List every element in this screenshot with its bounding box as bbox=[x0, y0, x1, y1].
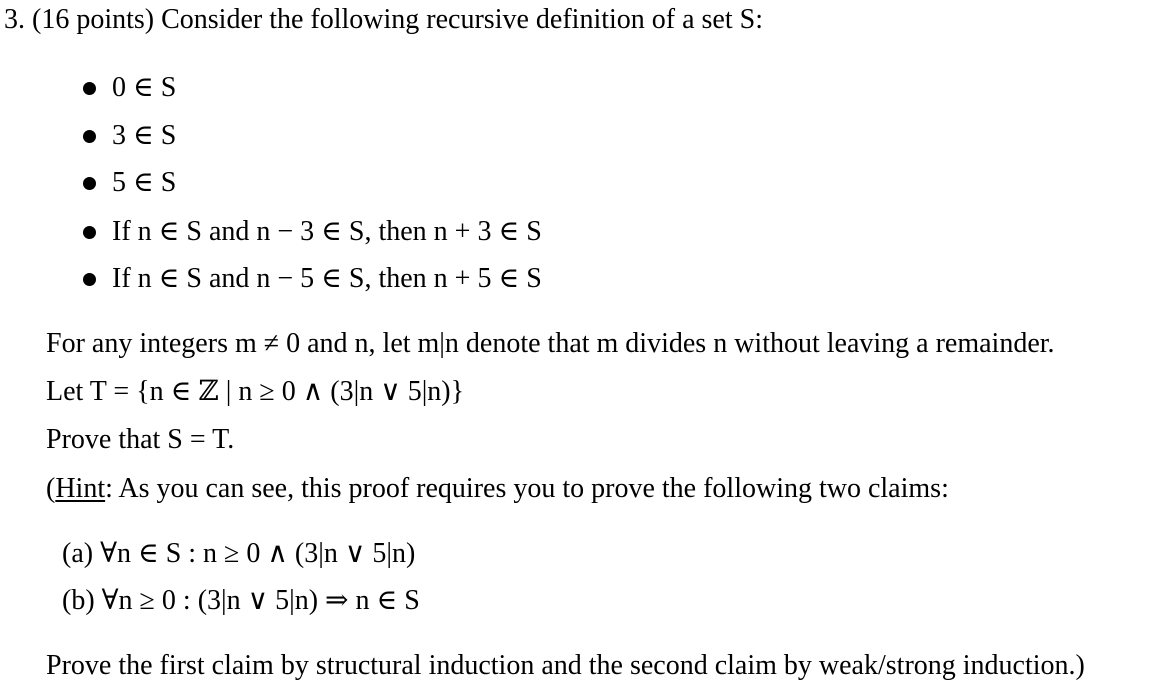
hint-open-paren: ( bbox=[46, 473, 56, 504]
closing-instruction: Prove the first claim by structural induction and the second claim by weak/strong induction.) bbox=[46, 650, 1085, 681]
prove-statement: Prove that S = T. bbox=[46, 424, 235, 455]
bullet-icon bbox=[83, 273, 96, 286]
problem-number: 3. bbox=[4, 4, 25, 35]
hint-label: Hint bbox=[55, 473, 106, 504]
claim-a: (a) ∀n ∈ S : n ≥ 0 ∧ (3|n ∨ 5|n) bbox=[62, 538, 416, 569]
definition-item: 3 ∈ S bbox=[112, 120, 177, 151]
hint-paragraph bbox=[46, 471, 949, 507]
t-definition: Let T = {n ∈ ℤ | n ≥ 0 ∧ (3|n ∨ 5|n)} bbox=[46, 376, 465, 407]
bullet-icon bbox=[83, 226, 96, 239]
divides-definition: For any integers m ≠ 0 and n, let m|n denote that m divides n without leaving a remainder. bbox=[46, 328, 1055, 359]
problem-header bbox=[4, 2, 763, 38]
definition-item: If n ∈ S and n − 5 ∈ S, then n + 5 ∈ S bbox=[112, 263, 542, 294]
hint-text: : As you can see, this proof requires you to prove the following two claims: bbox=[105, 473, 949, 504]
definition-item: 0 ∈ S bbox=[112, 72, 177, 103]
bullet-icon bbox=[83, 130, 96, 143]
bullet-icon bbox=[83, 177, 96, 190]
problem-points: (16 points) bbox=[32, 4, 155, 35]
definition-item: 5 ∈ S bbox=[112, 167, 177, 198]
definition-item: If n ∈ S and n − 3 ∈ S, then n + 3 ∈ S bbox=[112, 216, 542, 247]
claim-b: (b) ∀n ≥ 0 : (3|n ∨ 5|n) ⇒ n ∈ S bbox=[62, 585, 420, 616]
bullet-icon bbox=[83, 82, 96, 95]
problem-intro: Consider the following recursive definition of a set S: bbox=[161, 4, 763, 35]
